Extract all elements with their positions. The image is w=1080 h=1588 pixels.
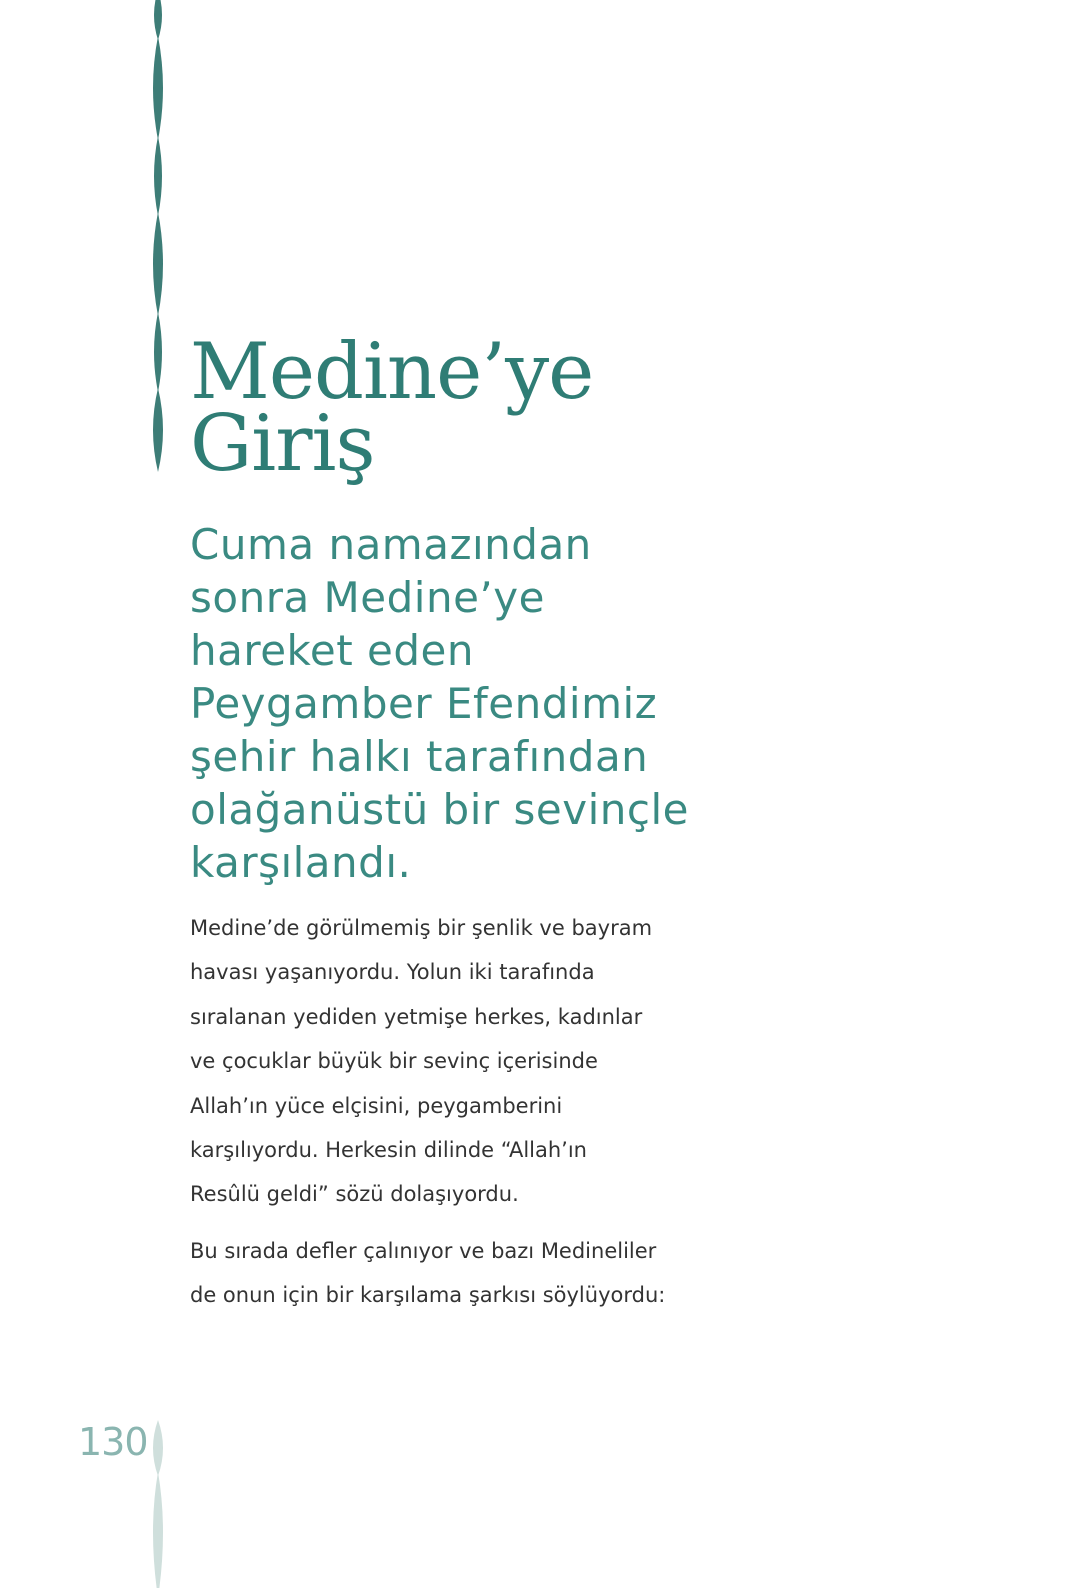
- body-line: karşılıyordu. Herkesin dilinde “Allah’ın: [190, 1138, 587, 1163]
- body-line: havası yaşanıyordu. Yolun iki tarafında: [190, 960, 595, 985]
- body-line: Resûlü geldi” sözü dolaşıyordu.: [190, 1182, 519, 1207]
- lead-line: karşılandı.: [190, 838, 412, 887]
- body-paragraph: [190, 906, 710, 1217]
- body-line: Allah’ın yüce elçisini, peygamberini: [190, 1093, 563, 1118]
- lead-line: hareket eden: [190, 626, 474, 675]
- page-title-line: Medine’ye: [190, 327, 594, 417]
- decorative-spine-ornament: [0, 0, 200, 1588]
- page-title: [190, 327, 594, 489]
- lead-paragraph: [190, 518, 730, 889]
- lead-line: şehir halkı tarafından: [190, 732, 649, 781]
- spine-upper-chain: [153, 0, 163, 472]
- body-line: Medine’de görülmemiş bir şenlik ve bayram: [190, 916, 653, 940]
- lead-line: Peygamber Efendimiz: [190, 679, 658, 728]
- lead-line: sonra Medine’ye: [190, 573, 545, 622]
- lead-line: Cuma namazından: [190, 520, 592, 569]
- spine-lower-chain: [153, 1420, 163, 1588]
- body-line: Bu sırada defler çalınıyor ve bazı Medineliler: [190, 1239, 657, 1263]
- page-title-line: Giriş: [190, 399, 375, 489]
- body-paragraph: [190, 1229, 710, 1318]
- lead-line: olağanüstü bir sevinçle: [190, 785, 689, 834]
- page-number: 130: [78, 1420, 148, 1464]
- body-line: sıralanan yediden yetmişe herkes, kadınlar: [190, 1004, 643, 1029]
- body-line: ve çocuklar büyük bir sevinç içerisinde: [190, 1049, 598, 1074]
- body-line: de onun için bir karşılama şarkısı söylüyordu:: [190, 1283, 666, 1308]
